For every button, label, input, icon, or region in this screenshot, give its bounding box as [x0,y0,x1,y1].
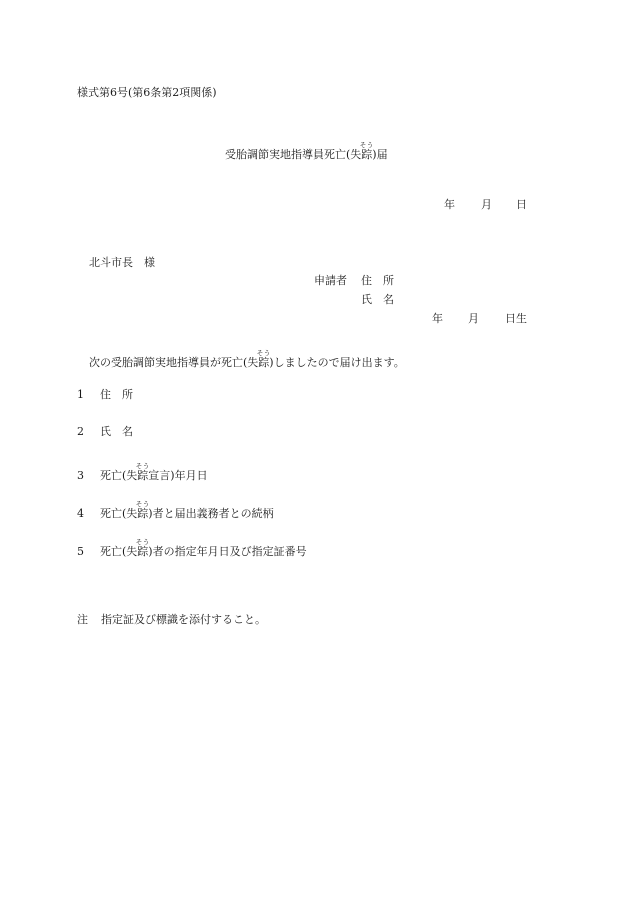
item-ruby: 踪そう [135,462,150,482]
birth-year: 年 [432,312,443,325]
title-before: 受胎調節実地指導員死亡(失 [225,148,362,161]
item-number: 5 [77,545,84,558]
list-item: 4 死亡(失踪そう)者と届出義務者との続柄 [77,500,274,520]
item-ruby: 踪そう [135,500,150,520]
item-number: 4 [77,507,84,520]
intro-furigana: そう [256,349,271,357]
date-year: 年 [444,198,455,211]
addressee: 北斗市長 様 [89,256,155,269]
date-day: 日 [516,198,527,211]
note [77,613,266,627]
item-number: 2 [77,425,84,438]
item-furigana: そう [135,538,150,546]
note-text: 指定証及び標識を添付すること。 [101,613,266,626]
item-number: 1 [77,388,84,401]
list-item [77,388,133,402]
intro-sentence: 次の受胎調節実地指導員が死亡(失踪そう)しましたので届け出ます。 [89,349,405,369]
date-month: 月 [481,198,492,211]
intro-ruby: 踪そう [256,349,271,369]
note-label: 注 [77,613,88,626]
item-furigana: そう [135,500,150,508]
item-ruby: 踪そう [135,538,150,558]
item-label: 氏 名 [100,425,133,438]
title-after: )届 [372,148,388,161]
list-item [77,425,133,439]
form-number: 様式第6号(第6条第2項関係) [77,86,217,99]
item-label: 住 所 [100,388,133,401]
applicant-address-label: 住 所 [361,274,394,287]
item-number: 3 [77,469,84,482]
applicant-name-label: 氏 名 [361,293,394,306]
list-item: 5 死亡(失踪そう)者の指定年月日及び指定証番号 [77,538,307,558]
item-furigana: そう [135,462,150,470]
list-item: 3 死亡(失踪そう宣言)年月日 [77,462,208,482]
title-furigana: そう [359,141,374,149]
birth-month: 月 [468,312,479,325]
birth-day: 日生 [505,312,527,325]
applicant-label: 申請者 [314,274,347,287]
title-ruby: 踪そう [359,141,374,161]
document-title [225,141,388,162]
